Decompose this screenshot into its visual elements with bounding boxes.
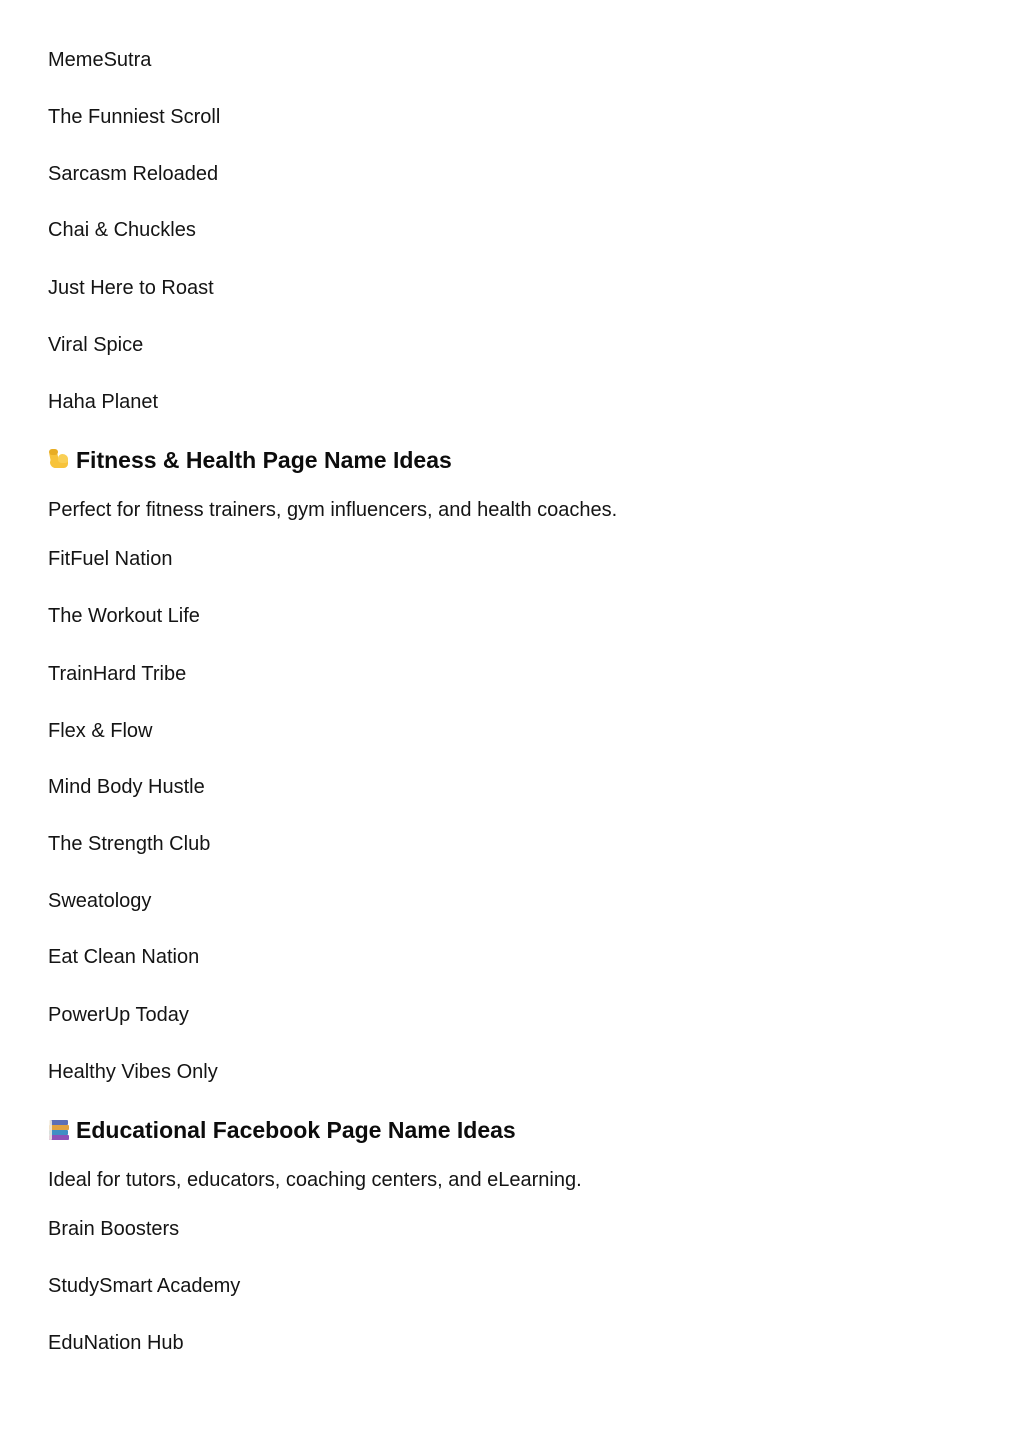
section-description: Perfect for fitness trainers, gym influencers, and health coaches. xyxy=(48,499,618,521)
list-item: The Funniest Scroll xyxy=(48,106,221,128)
section-heading-education xyxy=(48,1116,516,1144)
list-item: Brain Boosters xyxy=(48,1218,180,1240)
section-description: Ideal for tutors, educators, coaching centers, and eLearning. xyxy=(48,1169,582,1191)
list-item: Healthy Vibes Only xyxy=(48,1061,218,1083)
list-item: Mind Body Hustle xyxy=(48,776,205,798)
list-item: Haha Planet xyxy=(48,391,159,413)
list-item: Chai & Chuckles xyxy=(48,219,196,241)
list-item: PowerUp Today xyxy=(48,1004,189,1026)
section-title: Fitness & Health Page Name Ideas xyxy=(76,447,452,473)
list-item: Sweatology xyxy=(48,890,152,912)
list-item: EduNation Hub xyxy=(48,1332,184,1354)
list-item: Sarcasm Reloaded xyxy=(48,163,219,185)
list-item: Eat Clean Nation xyxy=(48,946,200,968)
list-item: The Strength Club xyxy=(48,833,211,855)
document-page xyxy=(48,0,988,1447)
list-item: StudySmart Academy xyxy=(48,1275,241,1297)
section-heading-fitness xyxy=(48,446,452,474)
list-item: The Workout Life xyxy=(48,605,200,627)
list-item: Viral Spice xyxy=(48,334,144,356)
list-item: Flex & Flow xyxy=(48,720,153,742)
list-item: FitFuel Nation xyxy=(48,548,173,570)
list-item: MemeSutra xyxy=(48,49,152,71)
section-title: Educational Facebook Page Name Ideas xyxy=(76,1117,516,1143)
flexed-biceps-icon xyxy=(48,449,70,471)
books-icon xyxy=(48,1119,70,1141)
list-item: TrainHard Tribe xyxy=(48,663,187,685)
list-item: Just Here to Roast xyxy=(48,277,214,299)
